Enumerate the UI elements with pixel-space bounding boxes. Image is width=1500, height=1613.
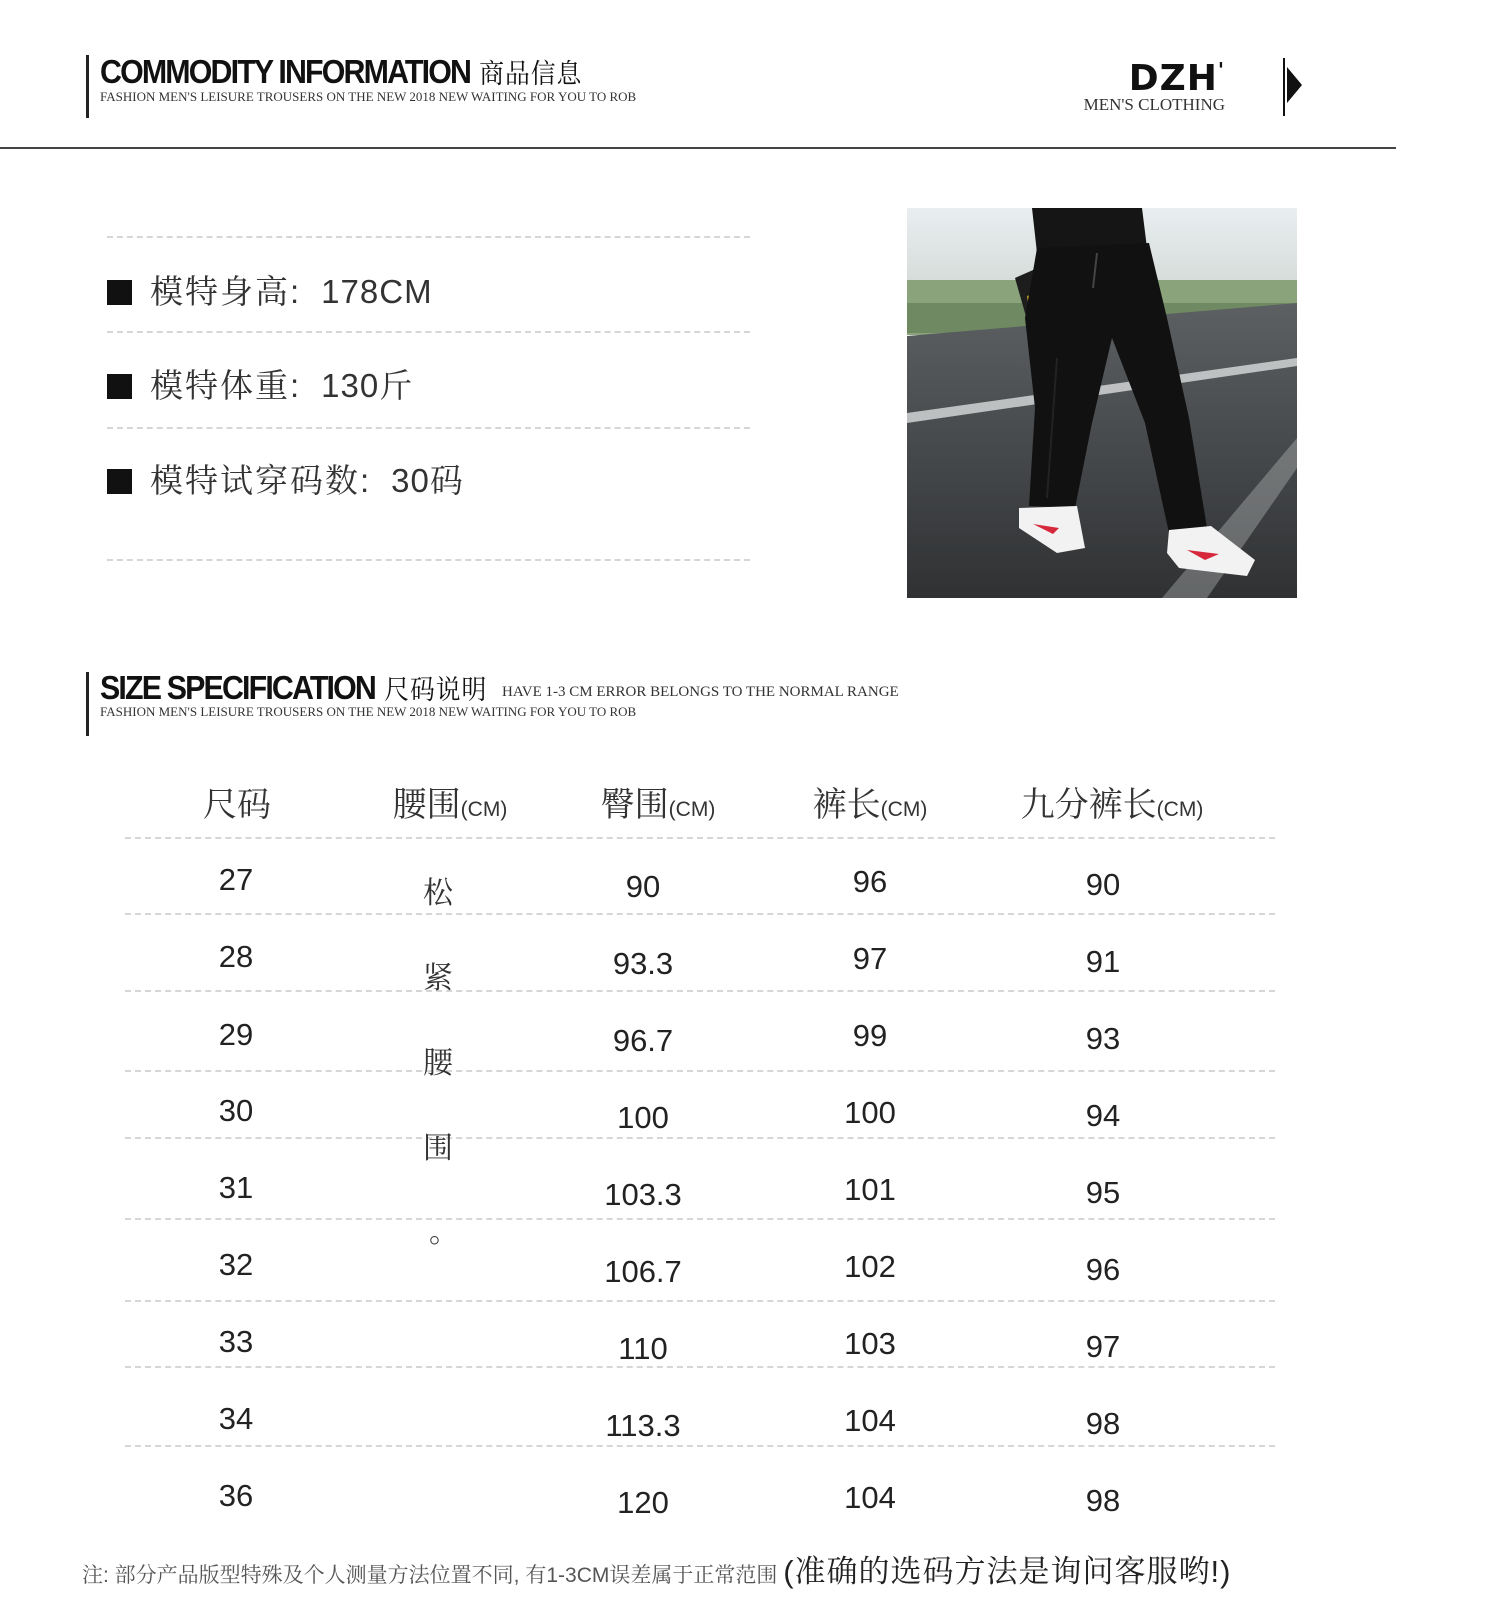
size-accent-bar	[86, 672, 89, 736]
col-header-waist: 腰围(CM)	[392, 786, 508, 824]
model-weight-label: 模特体重:	[150, 367, 302, 404]
waist-text-char: 紧	[423, 962, 453, 995]
col-header-cropped-length: 九分裤长(CM)	[1020, 786, 1204, 824]
cell-size: 27	[218, 862, 254, 897]
cell-cropped: 91	[1085, 944, 1121, 979]
cell-cropped: 94	[1085, 1098, 1121, 1133]
waist-text-char: 腰	[423, 1047, 453, 1080]
cell-cropped: 95	[1085, 1175, 1121, 1210]
cell-length: 97	[852, 941, 888, 976]
cell-hip: 113.3	[605, 1408, 681, 1443]
col-header-hip: 臀围(CM)	[600, 786, 716, 824]
waist-text-char: 围	[423, 1132, 453, 1165]
size-title-cn: 尺码说明	[384, 675, 488, 705]
cell-hip: 120	[617, 1485, 669, 1520]
cell-size: 28	[218, 939, 254, 974]
cell-hip: 100	[617, 1100, 669, 1135]
cell-length: 101	[844, 1172, 896, 1207]
cell-hip: 103.3	[604, 1177, 682, 1212]
model-weight-value: 130斤	[321, 367, 414, 404]
cell-length: 102	[844, 1249, 896, 1284]
square-bullet-icon	[107, 280, 132, 305]
model-height-label: 模特身高:	[150, 273, 302, 310]
table-divider	[125, 1137, 1275, 1139]
cell-length: 103	[844, 1326, 896, 1361]
cell-hip: 93.3	[612, 946, 674, 981]
cell-size: 33	[218, 1324, 254, 1359]
table-divider	[125, 837, 1275, 839]
table-divider	[125, 1366, 1275, 1368]
divider	[107, 331, 750, 333]
arrow-right-icon	[1287, 67, 1302, 103]
table-divider	[125, 1218, 1275, 1220]
cell-size: 29	[218, 1017, 254, 1052]
size-error-note: HAVE 1-3 CM ERROR BELONGS TO THE NORMAL RANGE	[502, 684, 899, 700]
model-weight-row	[107, 360, 413, 407]
divider	[107, 427, 750, 429]
model-height-row	[107, 266, 433, 313]
table-divider	[125, 990, 1275, 992]
model-size-value: 30码	[391, 462, 464, 499]
model-size-row	[107, 455, 464, 502]
cell-cropped: 98	[1085, 1483, 1121, 1518]
brand-mark: '	[1217, 58, 1225, 82]
cell-cropped: 90	[1085, 867, 1121, 902]
cell-hip: 96.7	[612, 1023, 674, 1058]
divider	[107, 559, 750, 561]
cell-cropped: 96	[1085, 1252, 1121, 1287]
footer-note-emphasis: (准确的选码方法是询问客服哟!)	[783, 1554, 1232, 1589]
cell-cropped: 98	[1085, 1406, 1121, 1441]
page-title	[100, 52, 582, 91]
model-photo	[907, 208, 1297, 598]
brand-divider	[1283, 58, 1285, 116]
square-bullet-icon	[107, 374, 132, 399]
cell-cropped: 97	[1085, 1329, 1121, 1364]
waist-text-char: 松	[423, 877, 453, 910]
cell-size: 30	[218, 1093, 254, 1128]
brand-subtitle: MEN'S CLOTHING	[1083, 95, 1225, 114]
cell-cropped: 93	[1085, 1021, 1121, 1056]
table-divider	[125, 1445, 1275, 1447]
size-subtitle: FASHION MEN'S LEISURE TROUSERS ON THE NEW 2018 NEW WAITING FOR YOU TO ROB	[100, 704, 637, 719]
brand-name: DZH	[1128, 58, 1218, 99]
footer-note-text: 注: 部分产品版型特殊及个人测量方法位置不同, 有1-3CM误差属于正常范围	[82, 1564, 784, 1587]
square-bullet-icon	[107, 469, 132, 494]
model-height-value: 178CM	[321, 273, 433, 310]
model-size-label: 模特试穿码数:	[150, 462, 372, 499]
cell-size: 32	[218, 1247, 254, 1282]
cell-length: 96	[852, 864, 888, 899]
cell-size: 31	[218, 1170, 254, 1205]
cell-length: 104	[844, 1403, 896, 1438]
footer-note	[82, 1546, 1231, 1591]
cell-hip: 110	[618, 1331, 668, 1366]
page-title-en: COMMODITY INFORMATION	[100, 53, 471, 90]
page-subtitle: FASHION MEN'S LEISURE TROUSERS ON THE NEW 2018 NEW WAITING FOR YOU TO ROB	[100, 89, 637, 104]
col-header-size: 尺码	[203, 786, 271, 824]
col-header-length: 裤长(CM)	[812, 786, 928, 824]
header-accent-bar	[86, 55, 89, 118]
waist-text-char: 。	[429, 1216, 459, 1249]
page-title-cn: 商品信息	[479, 59, 583, 89]
size-title-en: SIZE SPECIFICATION	[100, 669, 376, 706]
cell-size: 36	[218, 1478, 254, 1513]
cell-length: 99	[852, 1018, 888, 1053]
divider	[107, 236, 750, 238]
cell-hip: 90	[625, 869, 661, 904]
cell-size: 34	[218, 1401, 254, 1436]
table-divider	[125, 1070, 1275, 1072]
header-divider	[0, 147, 1396, 149]
cell-length: 104	[844, 1480, 896, 1515]
table-divider	[125, 913, 1275, 915]
cell-hip: 106.7	[604, 1254, 682, 1289]
table-divider	[125, 1300, 1275, 1302]
cell-length: 100	[844, 1095, 896, 1130]
